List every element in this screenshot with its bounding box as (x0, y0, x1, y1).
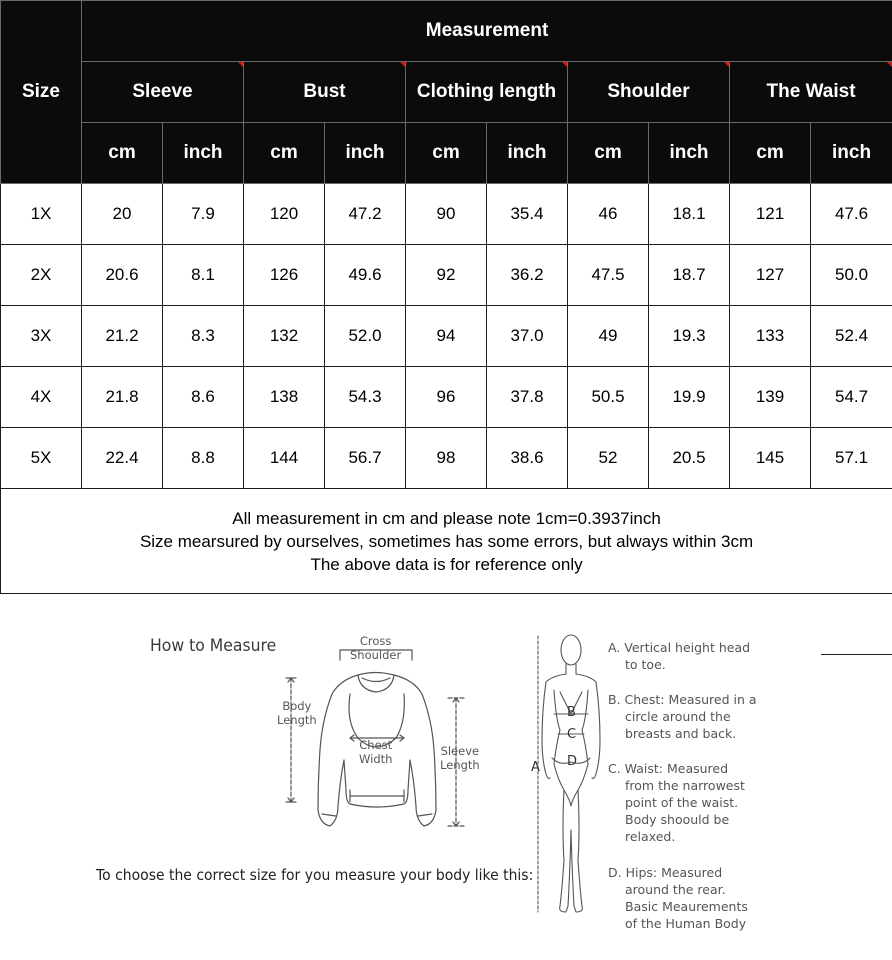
value-cell: 37.0 (487, 306, 568, 367)
unit-header: inch (649, 123, 730, 184)
value-cell: 50.5 (568, 367, 649, 428)
value-cell: 18.1 (649, 184, 730, 245)
value-cell: 36.2 (487, 245, 568, 306)
unit-header: cm (730, 123, 811, 184)
value-cell: 8.8 (163, 428, 244, 489)
table-row (1, 428, 892, 489)
size-cell: 1X (1, 184, 82, 245)
value-cell: 19.3 (649, 306, 730, 367)
body-letter-d: D (567, 754, 578, 769)
size-header: Size (1, 1, 82, 184)
body-letter-c: C (567, 727, 577, 742)
value-cell: 126 (244, 245, 325, 306)
value-cell: 127 (730, 245, 811, 306)
how-to-measure-title: How to Measure (150, 636, 277, 656)
group-header-row (1, 62, 892, 123)
value-cell: 20 (82, 184, 163, 245)
value-cell: 8.3 (163, 306, 244, 367)
size-cell: 5X (1, 428, 82, 489)
table-row (1, 367, 892, 428)
legend-item-b: B. Chest: Measured in a circle around the breasts and back. (608, 692, 757, 741)
cross-shoulder-label: Cross Shoulder (350, 634, 402, 662)
note-line: All measurement in cm and please note 1cm=0.3937inch (232, 508, 661, 528)
value-cell: 8.6 (163, 367, 244, 428)
clothing-length-header: Clothing length (406, 62, 568, 123)
table-row (1, 184, 892, 245)
value-cell: 54.3 (325, 367, 406, 428)
table-row (1, 306, 892, 367)
unit-header: inch (325, 123, 406, 184)
value-cell: 18.7 (649, 245, 730, 306)
sleeve-length-label: Sleeve Length (440, 744, 480, 772)
value-cell: 38.6 (487, 428, 568, 489)
value-cell: 47.6 (811, 184, 892, 245)
value-cell: 133 (730, 306, 811, 367)
legend-item-a: A. Vertical height head to toe. (608, 640, 751, 672)
value-cell: 49.6 (325, 245, 406, 306)
legend-item-d: D. Hips: Measured around the rear. Basic Meaurements of the Human Body (608, 865, 748, 931)
value-cell: 90 (406, 184, 487, 245)
value-cell: 7.9 (163, 184, 244, 245)
sleeve-header: Sleeve (82, 62, 244, 123)
value-cell: 46 (568, 184, 649, 245)
value-cell: 120 (244, 184, 325, 245)
value-cell: 21.2 (82, 306, 163, 367)
value-cell: 56.7 (325, 428, 406, 489)
value-cell: 50.0 (811, 245, 892, 306)
value-cell: 54.7 (811, 367, 892, 428)
value-cell: 145 (730, 428, 811, 489)
value-cell: 92 (406, 245, 487, 306)
value-cell: 57.1 (811, 428, 892, 489)
value-cell: 52.0 (325, 306, 406, 367)
value-cell: 98 (406, 428, 487, 489)
value-cell: 49 (568, 306, 649, 367)
chest-width-label: Chest Width (359, 738, 393, 766)
value-cell: 138 (244, 367, 325, 428)
unit-header: inch (487, 123, 568, 184)
size-cell: 4X (1, 367, 82, 428)
size-cell: 3X (1, 306, 82, 367)
value-cell: 52.4 (811, 306, 892, 367)
value-cell: 37.8 (487, 367, 568, 428)
value-cell: 19.9 (649, 367, 730, 428)
value-cell: 20.6 (82, 245, 163, 306)
value-cell: 121 (730, 184, 811, 245)
body-letter-a: A (531, 760, 540, 775)
value-cell: 20.5 (649, 428, 730, 489)
divider-line (821, 654, 892, 655)
value-cell: 96 (406, 367, 487, 428)
value-cell: 52 (568, 428, 649, 489)
measurement-header: Measurement (82, 1, 892, 62)
value-cell: 47.2 (325, 184, 406, 245)
unit-header: cm (568, 123, 649, 184)
body-letter-b: B (567, 705, 576, 720)
value-cell: 35.4 (487, 184, 568, 245)
value-cell: 144 (244, 428, 325, 489)
unit-header: inch (163, 123, 244, 184)
waist-header: The Waist (730, 62, 892, 123)
unit-header: cm (82, 123, 163, 184)
legend-item-c: C. Waist: Measured from the narrowest point of the waist. Body shoould be relaxed. (608, 761, 745, 844)
unit-header-row (1, 123, 892, 184)
unit-header: inch (811, 123, 892, 184)
body-length-label: Body Length (277, 699, 317, 727)
unit-header: cm (406, 123, 487, 184)
shoulder-header: Shoulder (568, 62, 730, 123)
note-line: Size mearsured by ourselves, sometimes has some errors, but always within 3cm (139, 531, 754, 551)
value-cell: 8.1 (163, 245, 244, 306)
value-cell: 21.8 (82, 367, 163, 428)
value-cell: 132 (244, 306, 325, 367)
note-line: The above data is for reference only (310, 554, 583, 574)
instruction-text: To choose the correct size for you measure your body like this: (96, 866, 534, 884)
notes-row (1, 489, 892, 594)
table-row (1, 245, 892, 306)
body-figure-icon (530, 630, 610, 920)
size-cell: 2X (1, 245, 82, 306)
value-cell: 94 (406, 306, 487, 367)
bust-header: Bust (244, 62, 406, 123)
notes-cell (1, 489, 892, 594)
value-cell: 139 (730, 367, 811, 428)
value-cell: 47.5 (568, 245, 649, 306)
value-cell: 22.4 (82, 428, 163, 489)
unit-header: cm (244, 123, 325, 184)
